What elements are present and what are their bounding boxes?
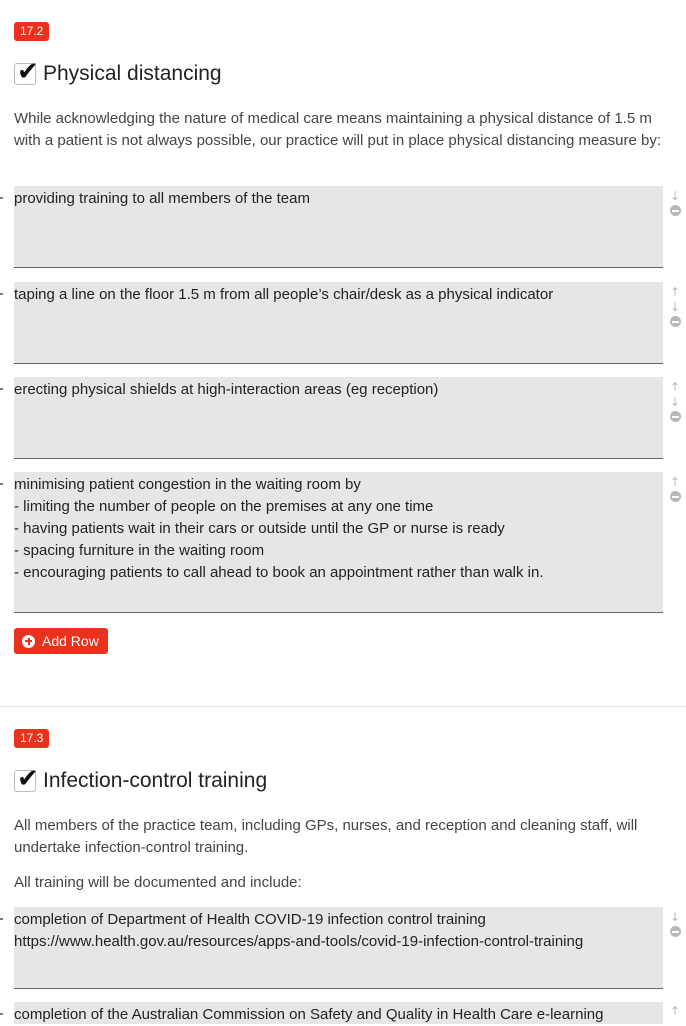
row-marker [0, 1013, 3, 1015]
row-text[interactable]: completion of Department of Health COVID-19 infection control training https://www.health.gov.au/resources/apps-and-tools/covid-19-infection-control-training [14, 911, 584, 950]
row-marker [0, 483, 3, 485]
section-intro: While acknowledging the nature of medical care means maintaining a physical distance of 1.5 m with a patient is not always possible, our practice will put in place physical distancing measure by: [14, 110, 661, 149]
move-down-icon[interactable]: ↓ [669, 395, 681, 409]
section-checkbox[interactable] [14, 764, 39, 794]
table-row-2[interactable] [14, 282, 663, 364]
remove-row-icon[interactable] [670, 491, 681, 502]
remove-row-icon[interactable] [670, 411, 681, 422]
move-up-icon[interactable]: ↑ [669, 380, 681, 394]
move-up-icon[interactable]: ↑ [669, 1004, 681, 1018]
move-down-icon[interactable]: ↓ [669, 910, 681, 924]
add-row-label: Add Row [42, 633, 99, 649]
row-text[interactable]: providing training to all members of the team [14, 190, 310, 207]
row-text[interactable]: erecting physical shields at high-interaction areas (eg reception) [14, 381, 439, 398]
row-text[interactable]: completion of the Australian Commission on Safety and Quality in Health Care e-learning [14, 1006, 604, 1023]
row-text[interactable]: taping a line on the floor 1.5 m from all people’s chair/desk as a physical indicator [14, 286, 554, 303]
section-title: Infection-control training [43, 769, 268, 792]
table-row-1[interactable] [14, 186, 663, 268]
row-controls [668, 189, 682, 216]
remove-row-icon[interactable] [670, 205, 681, 216]
add-circle-icon [22, 635, 35, 648]
section-divider [0, 706, 686, 707]
move-down-icon[interactable]: ↓ [669, 300, 681, 314]
row-marker [0, 388, 3, 390]
row-text[interactable]: minimising patient congestion in the waiting room by - limiting the number of people on the premises at any one time - having patients wait in their cars or outside until the GP or nurse is ready - spacing furniture in the waiting room - encouraging patients to call ahead to book an appointment rather than walk in. [14, 476, 544, 581]
row-controls [668, 1004, 682, 1019]
section-intro: All members of the practice team, including GPs, nurses, and reception and cleaning staff, will undertake infection-control training. [14, 817, 638, 856]
remove-row-icon[interactable] [670, 316, 681, 327]
section-number-badge: 17.3 [14, 729, 49, 748]
row-controls [668, 475, 682, 502]
row-controls [668, 910, 682, 937]
move-up-icon[interactable]: ↑ [669, 475, 681, 489]
table-row-3[interactable] [14, 377, 663, 459]
section-title: Physical distancing [43, 62, 222, 85]
checkmark-icon: ✔ [17, 57, 39, 87]
row-controls [668, 285, 682, 327]
row-marker [0, 918, 3, 920]
section-number-badge: 17.2 [14, 22, 49, 41]
row-marker [0, 197, 3, 199]
move-down-icon[interactable]: ↓ [669, 189, 681, 203]
table-row-1[interactable] [14, 907, 663, 989]
move-up-icon[interactable]: ↑ [669, 285, 681, 299]
section-title-row [14, 764, 268, 795]
row-marker [0, 293, 3, 295]
checkmark-icon: ✔ [17, 764, 39, 794]
section-intro-2: All training will be documented and include: [14, 874, 302, 891]
remove-row-icon[interactable] [670, 926, 681, 937]
section-checkbox[interactable] [14, 57, 39, 87]
table-row-2[interactable] [14, 1002, 663, 1024]
row-controls [668, 380, 682, 422]
section-title-row [14, 57, 222, 88]
table-row-4[interactable] [14, 472, 663, 613]
add-row-button[interactable] [14, 628, 108, 654]
